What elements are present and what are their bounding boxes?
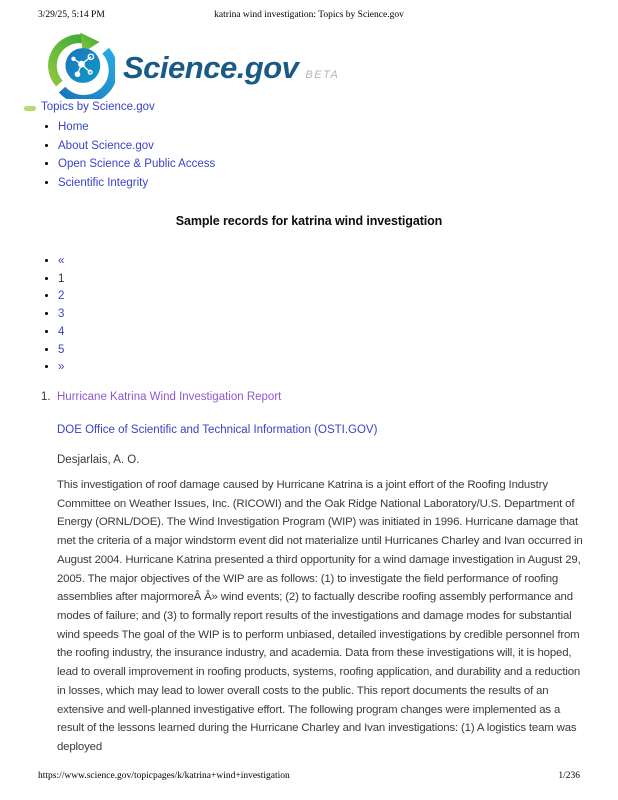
nav-item-open-science [58,155,215,174]
home-link[interactable]: Home [58,121,89,133]
pagination-item [58,271,64,289]
search-result-record [41,391,590,757]
print-footer-page-indicator: 1/236 [558,771,580,781]
pagination [42,253,64,377]
sciencegov-cycle-globe-icon [48,32,115,104]
pagination-item [58,288,64,306]
sciencegov-logo[interactable] [48,32,339,104]
pagination-item [58,342,64,360]
print-footer-url: https://www.science.gov/topicpages/k/katrina+wind+investigation [38,771,290,781]
pagination-page-4-link[interactable]: 4 [58,325,65,338]
pagination-page-3-link[interactable]: 3 [58,308,65,321]
pagination-item [58,324,64,342]
pagination-next-link[interactable]: » [58,361,65,374]
record-number: 1. [41,391,51,403]
pagination-item [58,253,64,271]
about-sciencegov-link[interactable]: About Science.gov [58,139,154,152]
nav-item-scientific-integrity [58,174,215,193]
breadcrumb [24,101,155,113]
green-dash-icon [24,106,36,111]
record-source-link[interactable]: DOE Office of Scientific and Technical Information (OSTI.GOV) [57,424,378,436]
pagination-current-page: 1 [58,272,65,285]
pagination-page-2-link[interactable]: 2 [58,290,65,303]
record-author: Desjarlais, A. O. [57,454,140,466]
pagination-page-5-link[interactable]: 5 [58,343,65,356]
record-abstract: This investigation of roof damage caused by Hurricane Katrina is a joint effort of the Roofing Industry Committee on Weather Issues, Inc. (RICOWI) and the Oak Ridge National Laboratory/U.S. Department of Energy (ORNL/DOE). The Wind Investigation Program (WIP) was initiated in 1996. Hurricane damage that met the criteria of a major windstorm event did not materialize until Hurricanes Charley and Ivan occurred in August 2004. Hurricane Katrina presented a third opportunity for a wind damage investigation in August 29, 2005. The major objectives of the WIP are as follows: (1) to investigate the field performance of roofing assemblies after majormoreÂ Â» wind events; (2) to factually describe roofing assembly performance and modes of failure; and (3) to formally report results of the investigations and damage modes for substantial wind speeds The goal of the WIP is to perform unbiased, detailed investigations by credible personnel from the roofing industry, the insurance industry, and academia. Data from these investigations will, it is hoped, lead to overall improvement in roofing products, systems, roofing application, and durability and a reduction in losses, which may lead to lower overall costs to the public. This report documents the results of an extensive and well-planned investigative effort. The following program changes were implemented as a result of the lessons learned during the Hurricane Charley and Ivan investigations: (1) A logistics team was deployed [57,479,583,754]
print-title: katrina wind investigation: Topics by Science.gov [214,10,404,20]
print-datetime: 3/29/25, 5:14 PM [38,10,105,20]
open-science-public-access-link[interactable]: Open Science & Public Access [58,158,216,171]
beta-badge: BETA [305,69,340,81]
record-title-link[interactable]: Hurricane Katrina Wind Investigation Report [57,391,282,403]
page-title: Sample records for katrina wind investigation [175,214,443,228]
sciencegov-wordmark: Science.gov [123,50,299,85]
topics-by-sciencegov-link[interactable]: Topics by Science.gov [41,101,155,113]
pagination-item [58,306,64,324]
nav-item-home [58,118,215,137]
pagination-prev-link[interactable]: « [58,255,65,267]
print-footer [38,771,580,781]
nav-item-about [58,137,215,156]
site-nav-list [42,118,215,192]
scientific-integrity-link[interactable]: Scientific Integrity [58,176,149,189]
pagination-item [58,359,64,377]
